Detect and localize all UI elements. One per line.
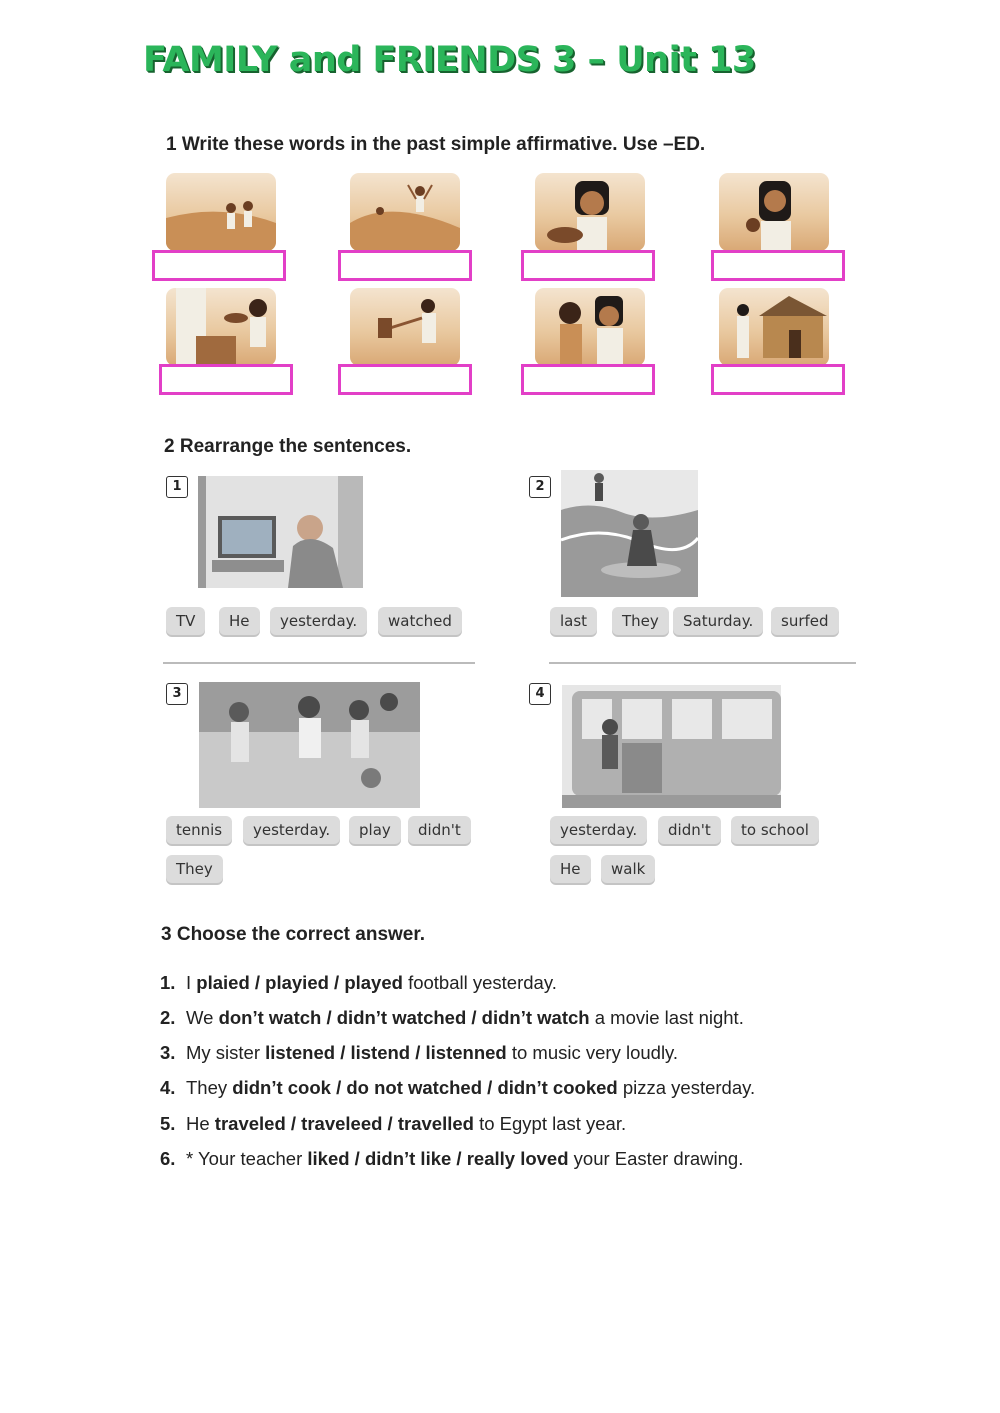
question-4: 4. They didn’t cook / do not watched / didn’t cooked pizza yesterday.: [160, 1077, 756, 1098]
answer-box-7[interactable]: [521, 364, 655, 395]
answer-box-6[interactable]: [338, 364, 472, 395]
answer-box-3[interactable]: [521, 250, 655, 281]
word-chip[interactable]: watched: [378, 607, 462, 635]
divider: [163, 662, 475, 664]
item-number-2: 2: [529, 476, 551, 498]
word-chip[interactable]: to school: [731, 816, 819, 844]
question-3: 3. My sister listened / listend / listenned to music very loudly.: [160, 1042, 679, 1063]
word-chip[interactable]: TV: [166, 607, 205, 635]
answer-options[interactable]: liked / didn’t like / really loved: [307, 1148, 569, 1169]
exercise-1-heading: 1 Write these words in the past simple affirmative. Use –ED.: [166, 134, 706, 155]
word-chip[interactable]: Saturday.: [673, 607, 763, 635]
word-chip[interactable]: yesterday.: [270, 607, 367, 635]
word-chip[interactable]: He: [219, 607, 260, 635]
divider: [549, 662, 856, 664]
picture-clean: [350, 288, 460, 366]
word-chip[interactable]: surfed: [771, 607, 839, 635]
picture-wash: [166, 288, 276, 366]
word-chip[interactable]: He: [550, 855, 591, 883]
question-6: 6. * Your teacher liked / didn’t like / really loved your Easter drawing.: [160, 1148, 744, 1169]
answer-box-5[interactable]: [159, 364, 293, 395]
answer-options[interactable]: don’t watch / didn’t watched / didn’t watch: [218, 1007, 590, 1028]
scene-playing: [199, 682, 420, 808]
answer-box-8[interactable]: [711, 364, 845, 395]
answer-options[interactable]: didn’t cook / do not watched / didn’t cooked: [232, 1077, 618, 1098]
question-5: 5. He traveled / traveleed / travelled to Egypt last year.: [160, 1113, 627, 1134]
exercise-3-heading: 3 Choose the correct answer.: [161, 924, 425, 945]
word-chip[interactable]: yesterday.: [550, 816, 647, 844]
item-number-4: 4: [529, 683, 551, 705]
word-chip[interactable]: tennis: [166, 816, 232, 844]
question-2: 2. We don’t watch / didn’t watched / didn’t watch a movie last night.: [160, 1007, 744, 1028]
item-number-1: 1: [166, 476, 188, 498]
word-chip[interactable]: last: [550, 607, 597, 635]
word-chip[interactable]: walk: [601, 855, 655, 883]
picture-smile: [535, 288, 645, 366]
scene-bus: [562, 685, 781, 808]
word-chip[interactable]: yesterday.: [243, 816, 340, 844]
scene-surfing: [561, 470, 698, 597]
word-chip[interactable]: They: [166, 855, 223, 883]
word-chip[interactable]: didn't: [408, 816, 471, 844]
question-1: 1. I plaied / playied / played football yesterday.: [160, 972, 557, 993]
answer-options[interactable]: plaied / playied / played: [196, 972, 403, 993]
picture-talk: [719, 173, 829, 251]
word-chip[interactable]: play: [349, 816, 401, 844]
answer-options[interactable]: traveled / traveleed / travelled: [214, 1113, 474, 1134]
answer-box-4[interactable]: [711, 250, 845, 281]
picture-live: [719, 288, 829, 366]
answer-box-1[interactable]: [152, 250, 286, 281]
answer-box-2[interactable]: [338, 250, 472, 281]
picture-walk: [166, 173, 276, 251]
item-number-3: 3: [166, 683, 188, 705]
word-chip[interactable]: didn't: [658, 816, 721, 844]
word-chip[interactable]: They: [612, 607, 669, 635]
picture-jump: [350, 173, 460, 251]
scene-watching-tv: [198, 476, 363, 588]
page-title: FAMILY and FRIENDS 3 – Unit 13: [143, 40, 756, 80]
picture-cook: [535, 173, 645, 251]
answer-options[interactable]: listened / listend / listenned: [265, 1042, 507, 1063]
exercise-2-heading: 2 Rearrange the sentences.: [164, 436, 412, 457]
